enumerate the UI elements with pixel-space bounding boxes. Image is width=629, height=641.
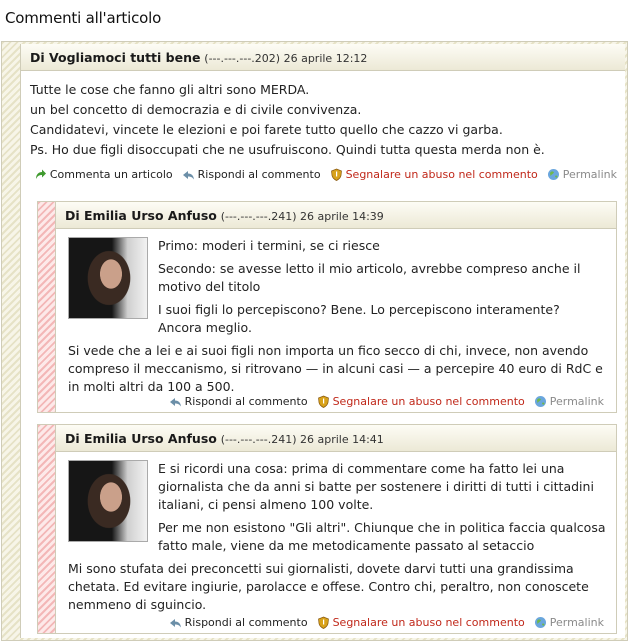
reply-paragraph: I suoi figli lo percepiscono? Bene. Lo percepiscono interamente? Ancora meglio. xyxy=(158,302,560,335)
reply-inner xyxy=(55,425,616,633)
reply-inner xyxy=(55,202,616,412)
reply-paragraph: Si vede che a lei e ai suoi figli non importa un fico secco di chi, invece, non avendo compreso il meccanismo, si ritrovano — in alcuni casi — a percepire 40 euro di RdC e in molti altri da 100 a 500. xyxy=(68,343,603,394)
reply-label: Rispondi al commento xyxy=(184,616,308,629)
comment-article-label: Commenta un articolo xyxy=(49,168,173,181)
reply-meta: (---.---.---.241) 26 aprile 14:39 xyxy=(220,210,384,223)
reply-link[interactable] xyxy=(169,616,308,629)
reply-icon xyxy=(169,395,182,408)
comment-actions xyxy=(21,168,625,181)
reply-link[interactable] xyxy=(169,395,308,408)
reply-meta: (---.---.---.241) 26 aprile 14:41 xyxy=(220,433,384,446)
reply-actions xyxy=(160,616,604,629)
arrow-icon xyxy=(34,168,47,181)
shield-icon xyxy=(330,168,343,181)
avatar xyxy=(68,237,148,319)
reply-actions xyxy=(160,395,604,408)
globe-icon xyxy=(547,168,560,181)
permalink-link[interactable] xyxy=(534,395,604,408)
reply-icon xyxy=(182,168,195,181)
reply-paragraph: Secondo: se avesse letto il mio articolo, avrebbe compreso anche il motivo del titolo xyxy=(158,261,581,294)
main-comment xyxy=(20,44,625,638)
globe-icon xyxy=(534,616,547,629)
comment-author: Di Vogliamoci tutti bene xyxy=(30,50,201,65)
reply-comment xyxy=(37,424,617,634)
reply-label: Rispondi al commento xyxy=(184,395,308,408)
reply-header xyxy=(56,202,616,229)
report-abuse-label: Segnalare un abuso nel commento xyxy=(345,168,538,181)
comment-article-link[interactable] xyxy=(34,168,173,181)
reply-comment xyxy=(37,201,617,413)
comment-meta: (---.---.---.202) 26 aprile 12:12 xyxy=(204,52,368,65)
reply-label: Rispondi al commento xyxy=(197,168,321,181)
comment-line: Ps. Ho due figli disoccupati che ne usufruiscono. Quindi tutta questa merda non è. xyxy=(30,142,545,157)
report-abuse-link[interactable] xyxy=(317,616,525,629)
reply-icon xyxy=(169,616,182,629)
report-abuse-link[interactable] xyxy=(330,168,538,181)
reply-author: Di Emilia Urso Anfuso xyxy=(65,431,217,446)
reply-paragraph: Mi sono stufata dei preconcetti sui giornalisti, dovete darvi tutti una grandissima chetata. Ed evitare ingiurie, parolacce e offese. Contro chi, peraltro, non conoscete nemmeno di sguincio. xyxy=(68,561,589,612)
comment-line: Candidatevi, vincete le elezioni e poi farete tutto quello che cazzo vi garba. xyxy=(30,122,503,137)
comment-header xyxy=(21,44,625,71)
avatar xyxy=(68,460,148,542)
comment-line: Tutte le cose che fanno gli altri sono MERDA. xyxy=(30,82,310,97)
comment-body xyxy=(21,71,625,160)
permalink-link[interactable] xyxy=(547,168,617,181)
comment-thread xyxy=(1,41,628,641)
reply-paragraph: Primo: moderi i termini, se ci riesce xyxy=(158,238,380,253)
permalink-label: Permalink xyxy=(562,168,617,181)
reply-body xyxy=(56,229,616,396)
reply-header xyxy=(56,425,616,452)
comment-line: un bel concetto di democrazia e di civile convivenza. xyxy=(30,102,362,117)
reply-paragraph: E si ricordi una cosa: prima di commentare come ha fatto lei una giornalista che da anni si batte per sostenere i diritti di tutti i cittadini italiani, ci pensi almeno 100 volte. xyxy=(158,461,594,512)
globe-icon xyxy=(534,395,547,408)
reply-paragraph: Per me non esistono "Gli altri". Chiunque che in politica faccia qualcosa fatto male, viene da me metodicamente passato al setaccio xyxy=(158,520,606,553)
reply-link[interactable] xyxy=(182,168,321,181)
reply-author: Di Emilia Urso Anfuso xyxy=(65,208,217,223)
permalink-link[interactable] xyxy=(534,616,604,629)
section-title: Commenti all'articolo xyxy=(5,9,162,27)
permalink-label: Permalink xyxy=(549,616,604,629)
permalink-label: Permalink xyxy=(549,395,604,408)
report-abuse-link[interactable] xyxy=(317,395,525,408)
shield-icon xyxy=(317,395,330,408)
reply-body xyxy=(56,452,616,614)
shield-icon xyxy=(317,616,330,629)
report-abuse-label: Segnalare un abuso nel commento xyxy=(332,616,525,629)
report-abuse-label: Segnalare un abuso nel commento xyxy=(332,395,525,408)
